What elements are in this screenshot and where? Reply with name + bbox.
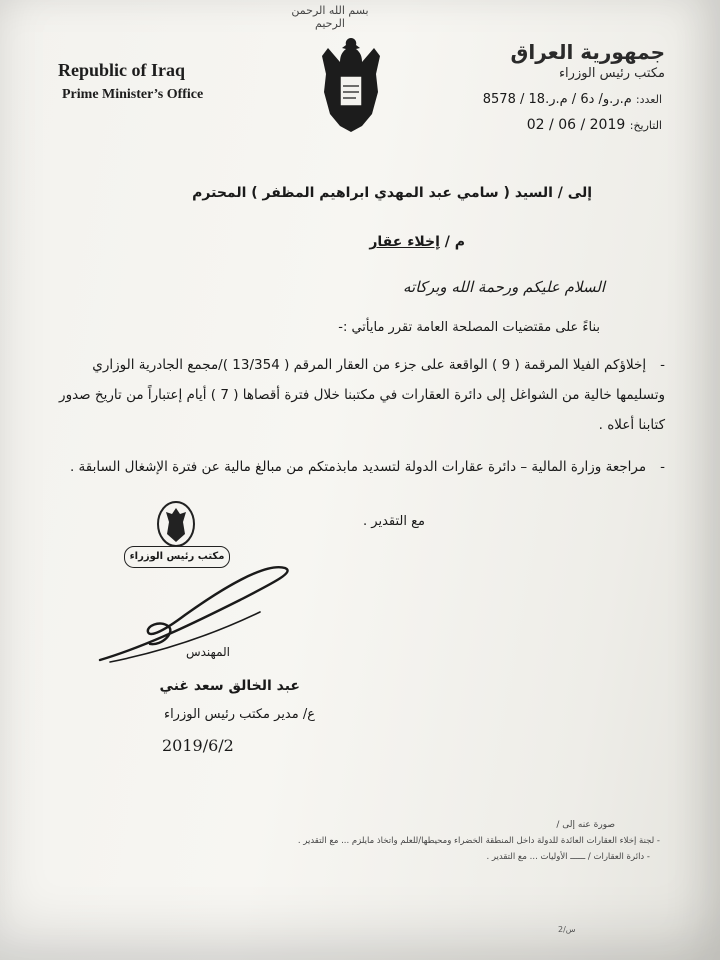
number-value: م.ر.و/ د6 / م.ر.18 / 8578: [482, 92, 632, 107]
letter-date: [527, 117, 662, 133]
stamp-emblem-icon: [156, 500, 196, 548]
item-2-text: مراجعة وزارة المالية – دائرة عقارات الدولة لتسديد مابذمتكم من مبالغ مالية عن فترة الإشغال السابقة .: [69, 459, 647, 475]
copies-line-1: - لجنة إخلاء العقارات العائدة للدولة داخل المنطقة الخضراء ومحيطها/للعلم واتخاذ مايلزم ... مع التقدير .: [297, 836, 660, 846]
arabic-subtitle: مكتب رئيس الوزراء: [558, 66, 665, 81]
closing-line: مع التقدير .: [363, 514, 425, 529]
signature-date: 2019/6/2: [162, 736, 234, 755]
item-1-text: إخلاؤكم الفيلا المرقمة ( 9 ) الواقعة على جزء من العقار المرقم ( 13/354 )/مجمع الجادرية الوزاري وتسليمها خالية من الشواغل إلى دائرة العقارات في مكتبنا خلال فترة أقصاها ( 7 ) أيام إعتباراً من تاريخ صدور كتابنا أعلاه .: [59, 357, 665, 433]
english-subtitle: Prime Minister’s Office: [62, 87, 204, 102]
iraq-eagle-emblem-icon: [318, 34, 384, 134]
arabic-title: جمهورية العراق: [510, 40, 665, 64]
copies-line-2: - دائرة العقارات / ــــــ الأوليات ... مع التقدير .: [486, 852, 650, 862]
footer-code: س/2: [558, 925, 576, 934]
date-value: 2019 / 06 / 02: [526, 117, 626, 133]
date-label: التاريخ:: [629, 119, 662, 132]
stamp-label: مكتب رئيس الوزراء: [124, 546, 230, 568]
signer-position: ع/ مدير مكتب رئيس الوزراء: [163, 707, 315, 722]
copies-heading: صورة عنه إلى /: [556, 820, 615, 830]
recipient-line: إلى / السيد ( سامي عبد المهدي ابراهيم المظفر ) المحترم: [192, 185, 592, 201]
greeting: السلام عليكم ورحمة الله وبركاته: [403, 278, 605, 296]
intro-line: بناءً على مقتضيات المصلحة العامة تقرر مايأتي :-: [338, 320, 600, 335]
subject-line: [369, 234, 465, 250]
signer-title: المهندس: [185, 645, 230, 659]
subject-prefix: م /: [444, 234, 465, 250]
signer-name: عبد الخالق سعد غني: [159, 678, 300, 694]
subject-text: إخلاء عقار: [369, 234, 440, 250]
number-label: العدد:: [635, 93, 662, 106]
list-item-2: -مراجعة وزارة المالية – دائرة عقارات الدولة لتسديد مابذمتكم من مبالغ مالية عن فترة الإشغال السابقة .: [69, 459, 665, 475]
reference-number: [483, 92, 662, 107]
list-item-1: -إخلاؤكم الفيلا المرقمة ( 9 ) الواقعة على جزء من العقار المرقم ( 13/354 )/مجمع الجادرية الوزاري وتسليمها خالية من الشواغل إلى دائرة العقارات في مكتبنا خلال فترة أقصاها ( 7 ) أيام إعتباراً من تاريخ صدور كتابنا أعلاه .: [59, 357, 665, 433]
bismillah-header: بسم الله الرحمن الرحيم: [291, 4, 369, 30]
english-title: Republic of Iraq: [58, 60, 186, 80]
